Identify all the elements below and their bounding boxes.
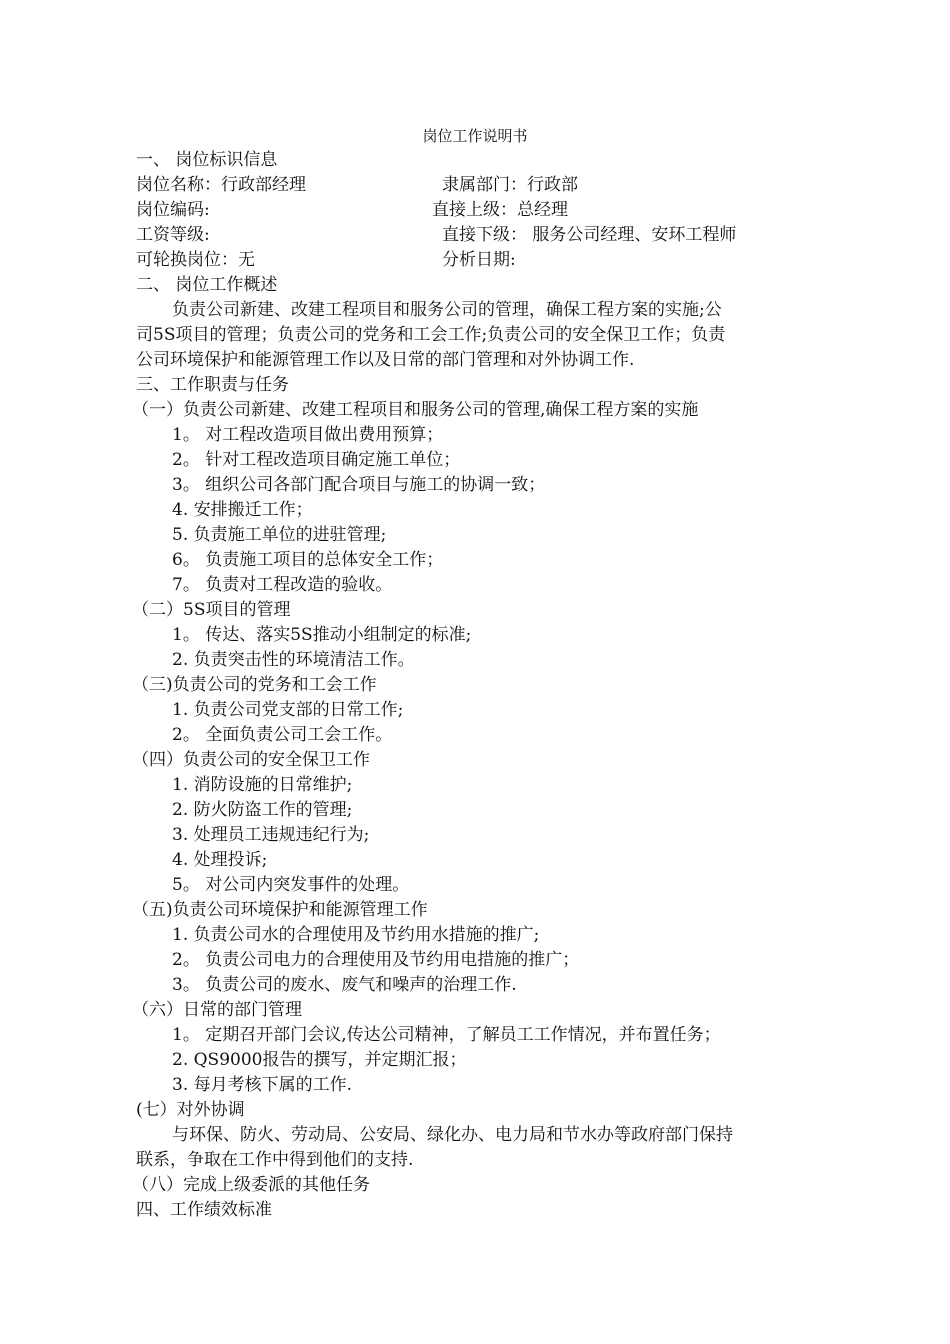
list-item: 5. 负责施工单位的进驻管理; [172,525,387,545]
list-item: 6。 负责施工项目的总体安全工作； [172,550,444,570]
group-title-7: (七）对外协调 [136,1100,245,1120]
info-right-3: 直接下级： 服务公司经理、安环工程师 [442,225,737,245]
list-item: 1. 消防设施的日常维护; [172,775,353,795]
list-item: 1。 对工程改造项目做出费用预算； [172,425,444,445]
overview-line-3: 公司环境保护和能源管理工作以及日常的部门管理和对外协调工作. [136,350,635,370]
list-item: 1。 定期召开部门会议,传达公司精神，了解员工工作情况，并布置任务； [172,1025,721,1045]
list-item: 4. 处理投诉; [172,850,268,870]
list-item: 3。 负责公司的废水、废气和噪声的治理工作. [172,975,517,995]
section-heading-3: 三、工作职责与任务 [136,375,289,395]
overview-line-2: 司5S项目的管理；负责公司的党务和工会工作;负责公司的安全保卫工作；负责 [136,325,726,345]
list-item: 3. 处理员工违规违纪行为; [172,825,370,845]
group-title-8: （八）完成上级委派的其他任务 [132,1175,370,1195]
info-right-1: 隶属部门：行政部 [442,175,578,195]
list-item: 5。 对公司内突发事件的处理。 [172,875,410,895]
list-item: 1。 传达、落实5S推动小组制定的标准; [172,625,472,645]
info-left-3: 工资等级: [136,225,210,245]
list-item: 2. 防火防盗工作的管理; [172,800,353,820]
section-heading-2: 二、 岗位工作概述 [136,275,278,295]
list-item: 2。 全面负责公司工会工作。 [172,725,393,745]
list-item: 3。 组织公司各部门配合项目与施工的协调一致； [172,475,546,495]
list-item: 2. 负责突击性的环境清洁工作。 [172,650,415,670]
coordination-line-1: 与环保、防火、劳动局、公安局、绿化办、电力局和节水办等政府部门保持 [172,1125,733,1145]
info-right-2: 直接上级：总经理 [432,200,568,220]
group-title-6: （六）日常的部门管理 [132,1000,302,1020]
section-heading-1: 一、 岗位标识信息 [136,150,278,170]
list-item: 2. QS9000报告的撰写，并定期汇报； [172,1050,467,1070]
page-title: 岗位工作说明书 [422,127,528,145]
list-item: 2。 负责公司电力的合理使用及节约用电措施的推广； [172,950,580,970]
list-item: 7。 负责对工程改造的验收。 [172,575,393,595]
overview-line-1: 负责公司新建、改建工程项目和服务公司的管理，确保工程方案的实施;公 [172,300,722,320]
info-left-2: 岗位编码: [136,200,210,220]
list-item: 1. 负责公司水的合理使用及节约用水措施的推广; [172,925,540,945]
list-item: 2。 针对工程改造项目确定施工单位； [172,450,461,470]
group-title-1: （一）负责公司新建、改建工程项目和服务公司的管理,确保工程方案的实施 [132,400,699,420]
info-left-1: 岗位名称：行政部经理 [136,175,306,195]
list-item: 3. 每月考核下属的工作. [172,1075,353,1095]
info-left-4: 可轮换岗位：无 [136,250,255,270]
group-title-3: （三)负责公司的党务和工会工作 [132,675,377,695]
section-heading-4: 四、工作绩效标准 [136,1200,272,1220]
list-item: 1. 负责公司党支部的日常工作; [172,700,404,720]
info-right-4: 分析日期: [442,250,516,270]
group-title-4: （四）负责公司的安全保卫工作 [132,750,370,770]
group-title-5: （五)负责公司环境保护和能源管理工作 [132,900,428,920]
group-title-2: （二）5S项目的管理 [132,600,291,620]
list-item: 4. 安排搬迁工作； [172,500,313,520]
coordination-line-2: 联系，争取在工作中得到他们的支持. [136,1150,414,1170]
